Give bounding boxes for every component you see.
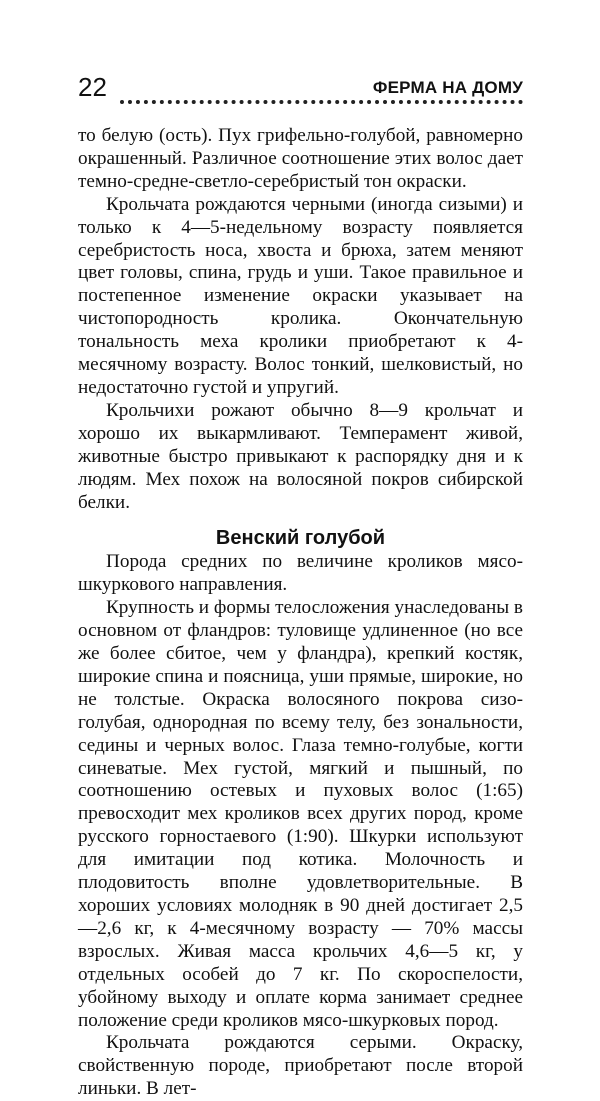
header-rule <box>120 100 523 104</box>
page-number: 22 <box>78 72 107 102</box>
running-title: ФЕРМА НА ДОМУ <box>372 78 523 97</box>
paragraph: то белую (ость). Пух грифельно-голубой, равномерно окрашенный. Различное соотношение этих волос дает темно-средне-светло-серебристый тон окраски. <box>78 125 523 192</box>
paragraph: Крольчихи рожают обычно 8—9 крольчат и хорошо их выкармливают. Темперамент живой, животные быстро привыкают к распорядку дня и к людям. Мех похож на волосяной покров сибирской белки. <box>78 399 523 513</box>
paragraph: Крольчата рождаются серыми. Окраску, свойственную породе, приобретают после второй линьки. В лет- <box>78 1032 523 1100</box>
paragraph: Крупность и формы телосложения унаследованы в основном от фландров: туловище удлиненное (но все же более сбитое, чем у фландра), крепкий костяк, широкие спина и поясница, уши прямые, широкие, но не толстые. Окраска волосяного покрова сизо-голубая, однородная по всему телу, без зональности, седины и черных волос. Глаза темно-голубые, когти синеватые. Мех густой, мягкий и пышный, по соотношению остевых и пуховых волос (1:65) превосходит мех кроликов всех других пород, кроме русского горностаевого (1:90). Шкурки используют для имитации под котика. Молочность и плодовитость вполне удовлетворительные. В хороших условиях молодняк в 90 дней достигает 2,5—2,6 кг, к 4-месячному возрасту — 70% массы взрослых. Живая масса крольчих 4,6—5 кг, у отдельных особей до 7 кг. По скороспелости, убойному выходу и оплате корма занимает среднее положение среди кроликов мясо-шкурковых пород. <box>78 597 523 1031</box>
page-header <box>78 72 523 112</box>
section-heading: Венский голубой <box>215 527 386 550</box>
main-text <box>78 125 523 1101</box>
paragraph: Порода средних по величине кроликов мясо-шкуркового направления. <box>78 551 523 596</box>
paragraph: Крольчата рождаются черными (иногда сизыми) и только к 4—5-недельному возрасту появляется серебристость носа, хвоста и брюха, затем меняют цвет головы, спина, грудь и уши. Такое правильное и постепенное изменение окраски указывает на чистопородность кролика. Окончательную тональность меха кролики приобретают к 4-месячному возрасту. Волос тонкий, шелковистый, но недостаточно густой и упругий. <box>78 193 523 398</box>
